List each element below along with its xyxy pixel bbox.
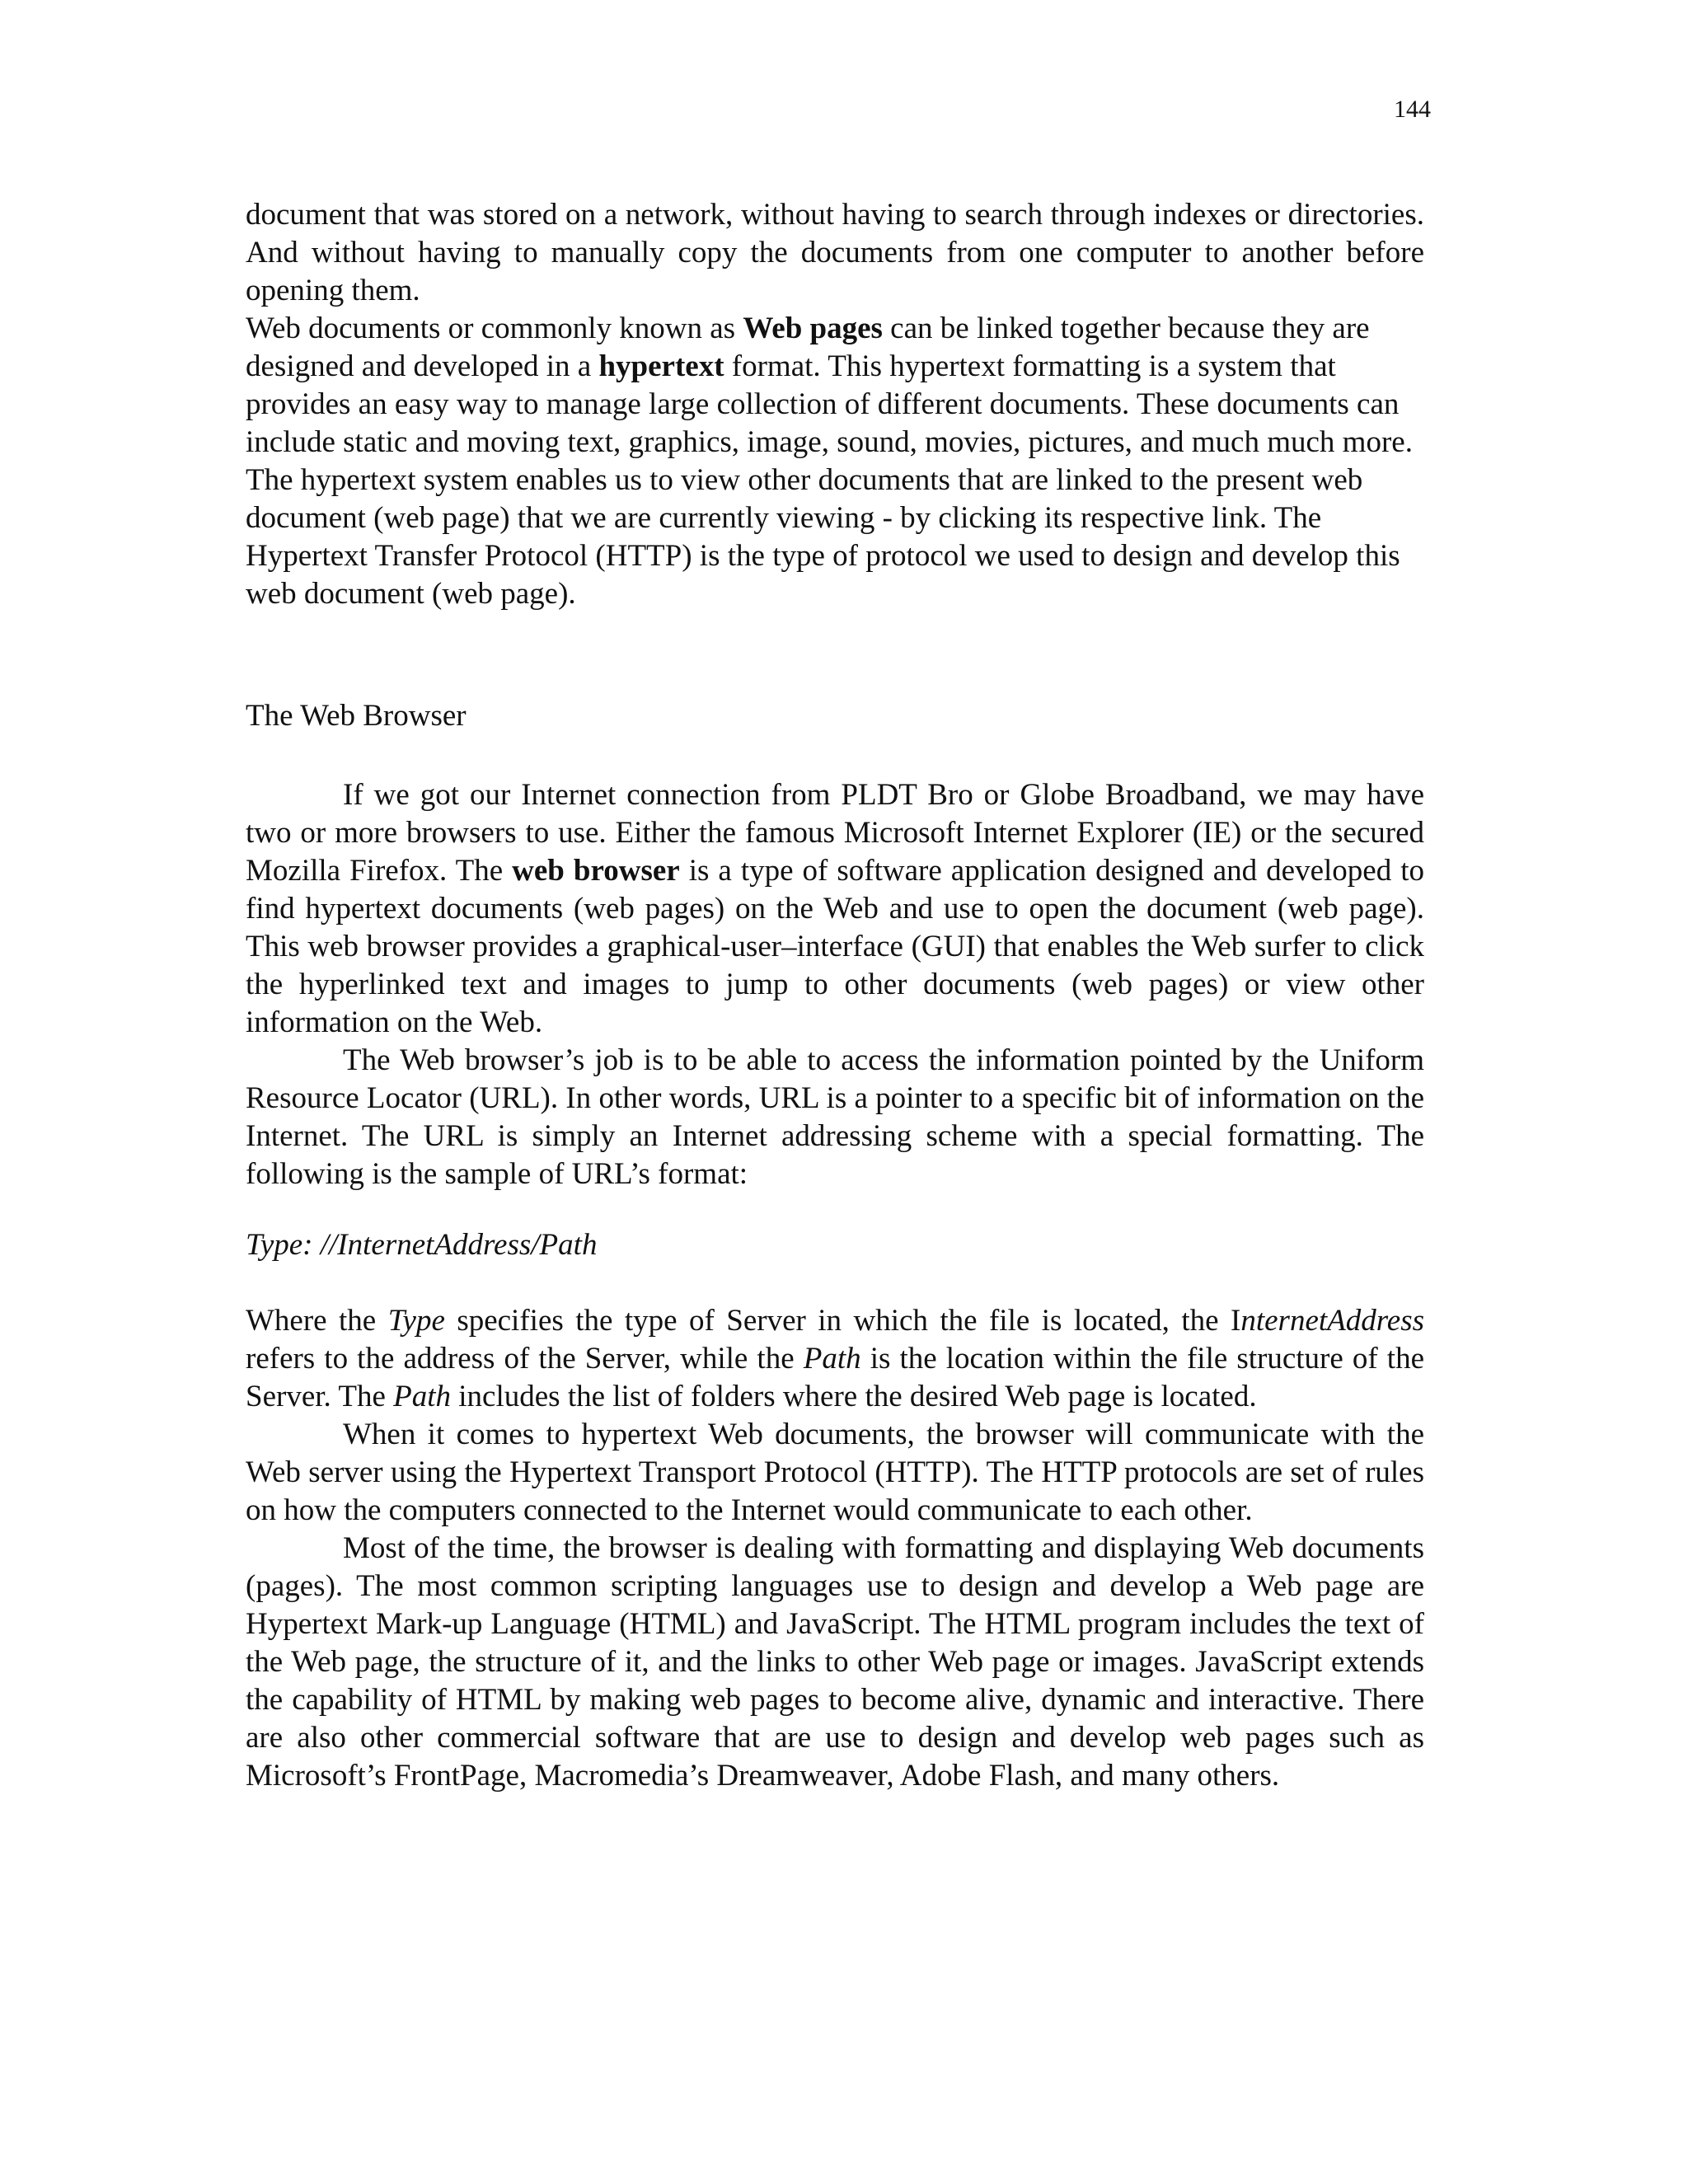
browser-paragraph-2: The Web browser’s job is to be able to access the information pointed by the Uniform Resource Locator (URL). In other words, URL is a pointer to a specific bit of information on the Internet. The URL is simply an Internet addressing scheme with a special formatting. The following is the sample of URL’s format: xyxy=(246,1043,1424,1191)
browser-p1-text-2: is a type of software application designed and developed to find hypertext documents (web pages) on the Web and use to open the document (web page). This web browser provides a graphical-user–interface (GUI) that enables the Web surfer to click the hyperlinked text and images to jump to other documents (web pages) or view other information on the Web. xyxy=(246,854,1424,1039)
intro-paragraph-1: document that was stored on a network, without having to search through indexes or directories. And without having to manually copy the documents from one computer to another before opening them. xyxy=(246,198,1424,307)
intro-p2-text-3: format. This hypertext formatting is a system that provides an easy way to manage large collection of different documents. These documents can include static and moving text, graphics, image, sound, movies, pictures, and much much more. The hypertext system enables us to view other documents that are linked to the present web document (web page) that we are currently viewing - by clicking its respective link. The Hypertext Transfer Protocol (HTTP) is the type of protocol we used to design and develop this web document (web page). xyxy=(246,349,1413,611)
term-hypertext: hypertext xyxy=(598,349,724,383)
section-body xyxy=(246,776,1424,1193)
browser-paragraph-5: Most of the time, the browser is dealing with formatting and displaying Web documents (pages). The most common scripting languages use to design and develop a Web page are Hypertext Mark-up Language (HTML) and JavaScript. The HTML program includes the text of the Web page, the structure of it, and the links to other Web page or images. JavaScript extends the capability of HTML by making web pages to become alive, dynamic and interactive. There are also other commercial software that are use to design and develop web pages such as Microsoft’s FrontPage, Macromedia’s Dreamweaver, Adobe Flash, and many others. xyxy=(246,1531,1424,1793)
intro-paragraph-2 xyxy=(246,310,1424,613)
term-internet-address: nternetAddress xyxy=(1240,1304,1424,1338)
intro-p2-text-1: Web documents or commonly known as xyxy=(246,312,743,345)
section-body-continued xyxy=(246,1302,1424,1795)
term-web-pages: Web pages xyxy=(743,312,883,345)
browser-p3-text-3: refers to the address of the Server, while the xyxy=(246,1342,804,1376)
intro-p2-text-2: can be linked together because they are designed and developed in a xyxy=(246,312,1370,383)
url-format-example: Type: //InternetAddress/Path xyxy=(246,1228,598,1262)
term-path: Path xyxy=(803,1342,861,1376)
browser-p3-text-1: Where the xyxy=(246,1304,388,1338)
term-type: Type xyxy=(387,1304,445,1338)
browser-p3-text-2: specifies the type of Server in which the file is located, the I xyxy=(444,1304,1241,1338)
term-path-2: Path xyxy=(393,1380,452,1413)
browser-paragraph-3 xyxy=(246,1302,1424,1416)
browser-paragraph-4: When it comes to hypertext Web documents, the browser will communicate with the Web server using the Hypertext Transport Protocol (HTTP). The HTTP protocols are set of rules on how the computers connected to the Internet would communicate to each other. xyxy=(246,1418,1424,1527)
browser-paragraph-1 xyxy=(246,776,1424,1042)
browser-p3-text-4: is the location within the file structure of the Server. The xyxy=(246,1342,1424,1413)
section-heading: The Web Browser xyxy=(246,699,467,733)
term-web-browser: web browser xyxy=(512,854,680,888)
browser-p1-text-1: If we got our Internet connection from PLDT Bro or Globe Broadband, we may have two or more browsers to use. Either the famous Microsoft Internet Explorer (IE) or the secured Mozilla Firefox. The xyxy=(246,778,1424,888)
browser-p3-text-5: includes the list of folders where the desired Web page is located. xyxy=(451,1380,1257,1413)
intro-text xyxy=(246,196,1424,613)
page-number: 144 xyxy=(1394,96,1431,123)
